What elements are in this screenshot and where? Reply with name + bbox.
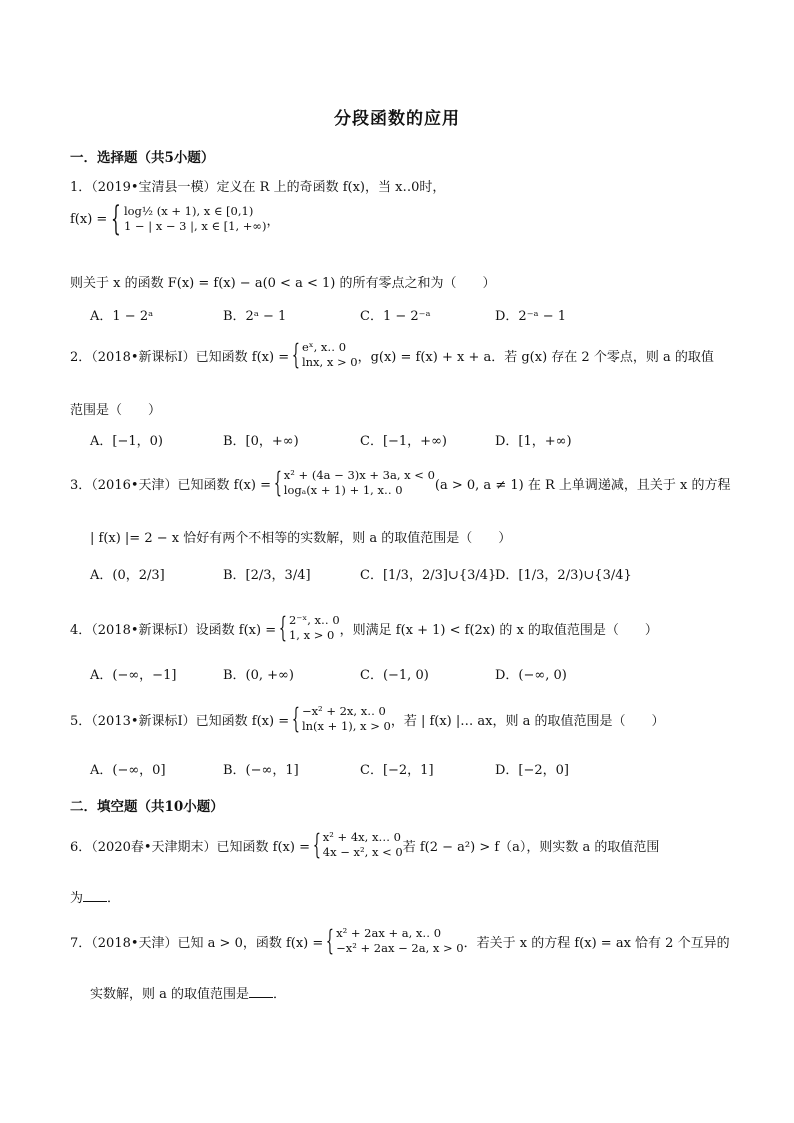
option-b: B．(0, +∞)	[223, 668, 294, 683]
option-d: D．(−∞, 0)	[495, 668, 567, 683]
option-d: D．[−2，0]	[495, 763, 570, 778]
option-c: C．[−1，+∞)	[360, 434, 447, 449]
brace-icon: {	[279, 611, 288, 644]
piecewise-cases: eˣ, x‥ 0 lnx, x > 0	[301, 340, 358, 369]
option-b: B．2ᵃ − 1	[223, 309, 287, 324]
option-d: D．[1/3，2/3)∪{3/4}	[495, 568, 632, 583]
piecewise-cases: −x² + 2x, x‥ 0 ln(x + 1), x > 0	[301, 704, 391, 733]
option-a: A．(0，2/3]	[90, 568, 165, 583]
brace-icon: {	[111, 199, 122, 239]
option-a: A．(−∞，0]	[90, 763, 166, 778]
question-1-function: f(x) = { log½ (x + 1), x ∈ [0,1) 1 − | x − 3 |, x ∈ [1, +∞) ，	[70, 199, 280, 239]
option-c: C．[−2，1]	[360, 763, 434, 778]
answer-blank	[83, 889, 107, 902]
piecewise-cases: x² + 4x, x… 0 4x − x², x < 0	[322, 830, 403, 859]
question-3-text: 3．（2016•天津）已知函数 f(x) = { x² + (4a − 3)x + 3a, x < 0 logₐ(x + 1) + 1, x‥ 0 (a > 0, a ≠ 1) 在 R 上单调递减，且关于 x 的方程	[70, 466, 731, 499]
question-6-text: 6．（2020春•天津期末）已知函数 f(x) = { x² + 4x, x… 0 4x − x², x < 0 若 f(2 − a²) > f（a），则实数 a 的取值范围	[70, 828, 660, 861]
answer-blank	[249, 985, 273, 998]
brace-icon: {	[292, 702, 301, 735]
page-title: 分段函数的应用	[334, 109, 460, 129]
option-d: D．[1，+∞)	[495, 434, 572, 449]
question-7-stem: 实数解，则 a 的取值范围是 ．	[90, 987, 287, 1002]
section-heading-choice: 一．选择题（共5小题）	[70, 150, 215, 166]
option-c: C．1 − 2⁻ᵃ	[360, 309, 431, 324]
piecewise-cases: x² + (4a − 3)x + 3a, x < 0 logₐ(x + 1) + 1, x‥ 0	[283, 468, 435, 497]
option-b: B．[2/3，3/4]	[223, 568, 311, 583]
section-heading-fill: 二．填空题（共10小题）	[70, 799, 224, 815]
option-a: A．[−1，0)	[90, 434, 163, 449]
brace-icon: {	[312, 828, 321, 861]
brace-icon: {	[326, 924, 335, 957]
question-2-stem: 范围是（ ）	[70, 403, 162, 418]
option-c: C．[1/3，2/3]∪{3/4}	[360, 568, 497, 583]
option-b: B．(−∞，1]	[223, 763, 299, 778]
piecewise-cases: log½ (x + 1), x ∈ [0,1) 1 − | x − 3 |, x ∈ [1, +∞)	[123, 204, 267, 233]
option-c: C．(−1, 0)	[360, 668, 429, 683]
option-a: A．1 − 2ᵃ	[90, 309, 154, 324]
option-d: D．2⁻ᵃ − 1	[495, 309, 566, 324]
option-a: A．(−∞，−1]	[90, 668, 177, 683]
piecewise-cases: x² + 2ax + a, x‥ 0 −x² + 2ax − 2a, x > 0	[336, 926, 464, 955]
question-1-stem: 则关于 x 的函数 F(x) = f(x) − a(0 < a < 1) 的所有零点之和为（ ）	[70, 276, 496, 291]
brace-icon: {	[292, 338, 301, 371]
option-b: B．[0，+∞)	[223, 434, 299, 449]
question-2-text: 2．（2018•新课标Ⅰ）已知函数 f(x) = { eˣ, x‥ 0 lnx, x > 0 ，g(x) = f(x) + x + a．若 g(x) 存在 2 个零点，则 a 的取值	[70, 338, 714, 371]
question-4-text: 4．（2018•新课标Ⅰ）设函数 f(x) = { 2⁻ˣ, x‥ 0 1, x > 0 ，则满足 f(x + 1) < f(2x) 的 x 的取值范围是（ ）	[70, 611, 658, 644]
brace-icon: {	[273, 466, 282, 499]
question-6-stem: 为 ．	[70, 891, 121, 906]
piecewise-cases: 2⁻ˣ, x‥ 0 1, x > 0	[288, 613, 340, 642]
question-3-stem: | f(x) |= 2 − x 恰好有两个不相等的实数解，则 a 的取值范围是（ ）	[90, 531, 512, 546]
question-7-text: 7．（2018•天津）已知 a > 0，函数 f(x) = { x² + 2ax + a, x‥ 0 −x² + 2ax − 2a, x > 0 ．若关于 x 的方程 f(x) = ax 恰有 2 个互异的	[70, 924, 730, 957]
question-1-text: 1．（2019•宝清县一模）定义在 R 上的奇函数 f(x)，当 x‥0时，	[70, 180, 446, 195]
question-5-text: 5．（2013•新课标Ⅰ）已知函数 f(x) = { −x² + 2x, x‥ 0 ln(x + 1), x > 0 ，若 | f(x) |… ax，则 a 的取值范围是（ ）	[70, 702, 665, 735]
